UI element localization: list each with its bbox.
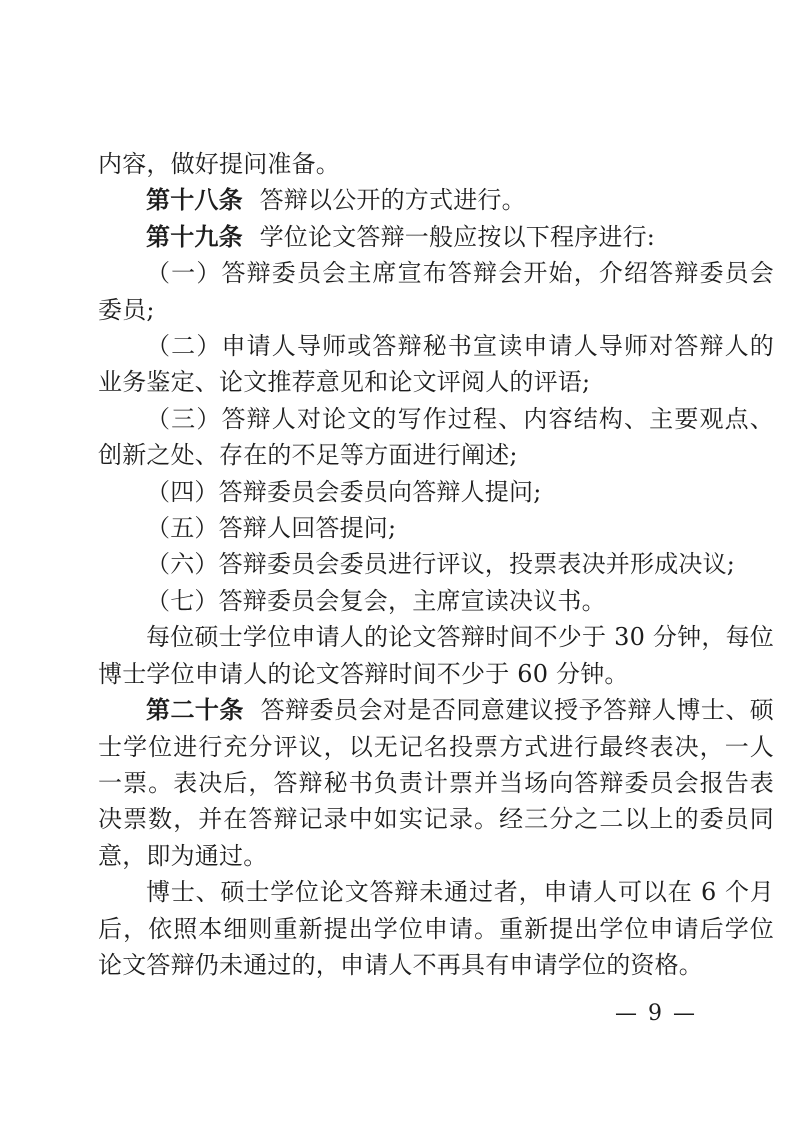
paragraph-text: 学位论文答辩一般应按以下程序进行: <box>259 222 656 251</box>
paragraph <box>98 474 774 510</box>
document-body <box>98 146 774 983</box>
paragraph-text: 答辩委员会对是否同意建议授予答辩人博士、硕士学位进行充分评议，以无记名投票方式进行最终表决，一人一票。表决后，答辩秘书负责计票并当场向答辩委员会报告表决票数，并在答辩记录中如实记录。经三分之二以上的委员同意，即为通过。 <box>98 696 774 870</box>
paragraph-text: （五）答辩人回答提问; <box>146 514 397 543</box>
paragraph-text: 内容，做好提问准备。 <box>98 150 340 178</box>
paragraph-text: （七）答辩委员会复会，主席宣读决议书。 <box>146 586 606 615</box>
article-number: 第十八条 <box>146 186 243 215</box>
paragraph <box>98 874 774 983</box>
page-number: — 9 — <box>615 1001 697 1026</box>
paragraph <box>98 401 774 474</box>
paragraph-text: 博士、硕士学位论文答辩未通过者，申请人可以在 6 个月后，依照本细则重新提出学位申请。重新提出学位申请后学位论文答辩仍未通过的，申请人不再具有申请学位的资格。 <box>98 878 774 979</box>
paragraph-text: （三）答辩人对论文的写作过程、内容结构、主要观点、创新之处、存在的不足等方面进行阐述; <box>98 404 774 470</box>
paragraph <box>98 255 774 328</box>
paragraph <box>98 583 774 619</box>
paragraph <box>98 546 774 582</box>
paragraph-text: 每位硕士学位申请人的论文答辩时间不少于 30 分钟，每位博士学位申请人的论文答辩时间不少于 60 分钟。 <box>98 623 774 688</box>
paragraph <box>98 146 774 182</box>
article-number: 第十九条 <box>146 222 243 251</box>
paragraph-text: （二）申请人导师或答辩秘书宣读申请人导师对答辩人的业务鉴定、论文推荐意见和论文评阅人的评语; <box>98 332 774 397</box>
paragraph <box>98 328 774 401</box>
paragraph-text: 答辩以公开的方式进行。 <box>259 186 526 215</box>
paragraph-text: （四）答辩委员会委员向答辩人提问; <box>146 477 542 506</box>
paragraph <box>98 510 774 546</box>
paragraph <box>98 219 774 255</box>
paragraph <box>98 619 774 692</box>
article-number: 第二十条 <box>146 696 244 725</box>
paragraph <box>98 182 774 218</box>
paragraph <box>98 692 774 874</box>
paragraph-text: （一）答辩委员会主席宣布答辩会开始，介绍答辩委员会委员; <box>98 259 774 324</box>
paragraph-text: （六）答辩委员会委员进行评议，投票表决并形成决议; <box>146 550 736 579</box>
